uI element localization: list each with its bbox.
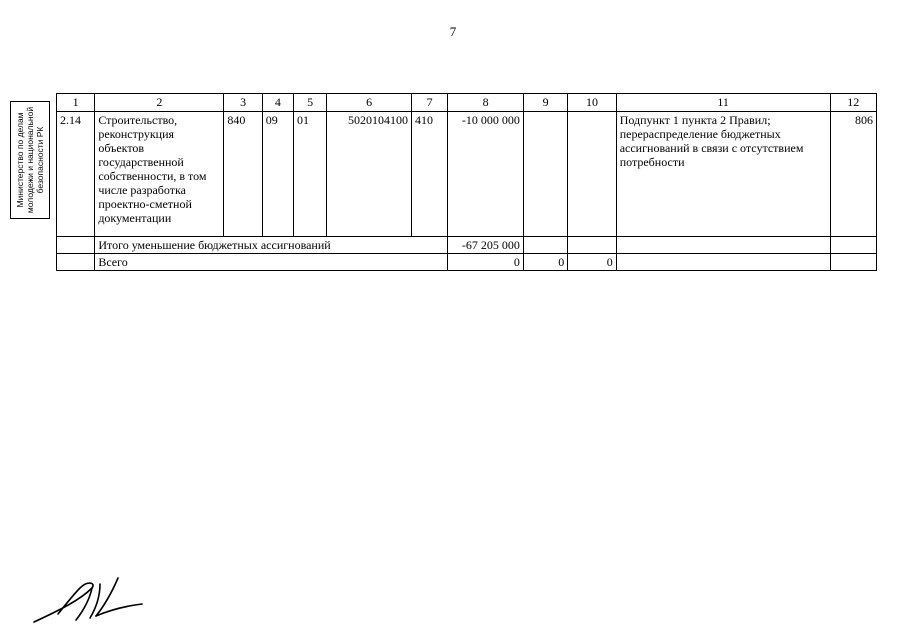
header-cell: 12 (830, 94, 876, 112)
signature (30, 570, 150, 630)
cell-col6: 5020104100 (327, 112, 412, 237)
header-cell: 8 (448, 94, 524, 112)
table-row (57, 112, 877, 237)
header-cell: 10 (568, 94, 616, 112)
header-cell: 6 (327, 94, 412, 112)
stamp-text: Министерство по делам молодежи и национальной безопасности РК (15, 106, 45, 214)
cell-col7: 410 (411, 112, 447, 237)
grand-total-row (57, 254, 877, 271)
header-cell: 4 (262, 94, 293, 112)
page-number: 7 (449, 24, 457, 39)
cell-col9 (523, 112, 567, 237)
header-cell: 1 (57, 94, 95, 112)
total-decrease-value: -67 205 000 (448, 237, 524, 254)
total-decrease-label: Итого уменьшение бюджетных ассигнований (95, 237, 448, 254)
cell-col11: Подпункт 1 пункта 2 Правил; перераспределение бюджетных ассигнований в связи с отсутствием потребности (616, 112, 830, 237)
cell-col10 (568, 112, 616, 237)
cell-col8: -10 000 000 (448, 112, 524, 237)
header-cell: 7 (411, 94, 447, 112)
ministry-stamp (10, 101, 50, 219)
row-name: Строительство, реконструкция объектов государственной собственности, в том числе разработка проектно-сметной документации (95, 112, 224, 237)
cell-col12: 806 (830, 112, 876, 237)
budget-table (56, 93, 877, 271)
header-cell: 5 (293, 94, 326, 112)
grand-total-label: Всего (95, 254, 448, 271)
total-decrease-row (57, 237, 877, 254)
header-cell: 9 (523, 94, 567, 112)
cell-col5: 01 (293, 112, 326, 237)
grand-total-col10: 0 (568, 254, 616, 271)
cell-col3: 840 (224, 112, 262, 237)
cell-col4: 09 (262, 112, 293, 237)
header-row (57, 94, 877, 112)
grand-total-col9: 0 (523, 254, 567, 271)
header-cell: 11 (616, 94, 830, 112)
grand-total-col8: 0 (448, 254, 524, 271)
header-cell: 2 (95, 94, 224, 112)
header-cell: 3 (224, 94, 262, 112)
row-number: 2.14 (57, 112, 95, 237)
